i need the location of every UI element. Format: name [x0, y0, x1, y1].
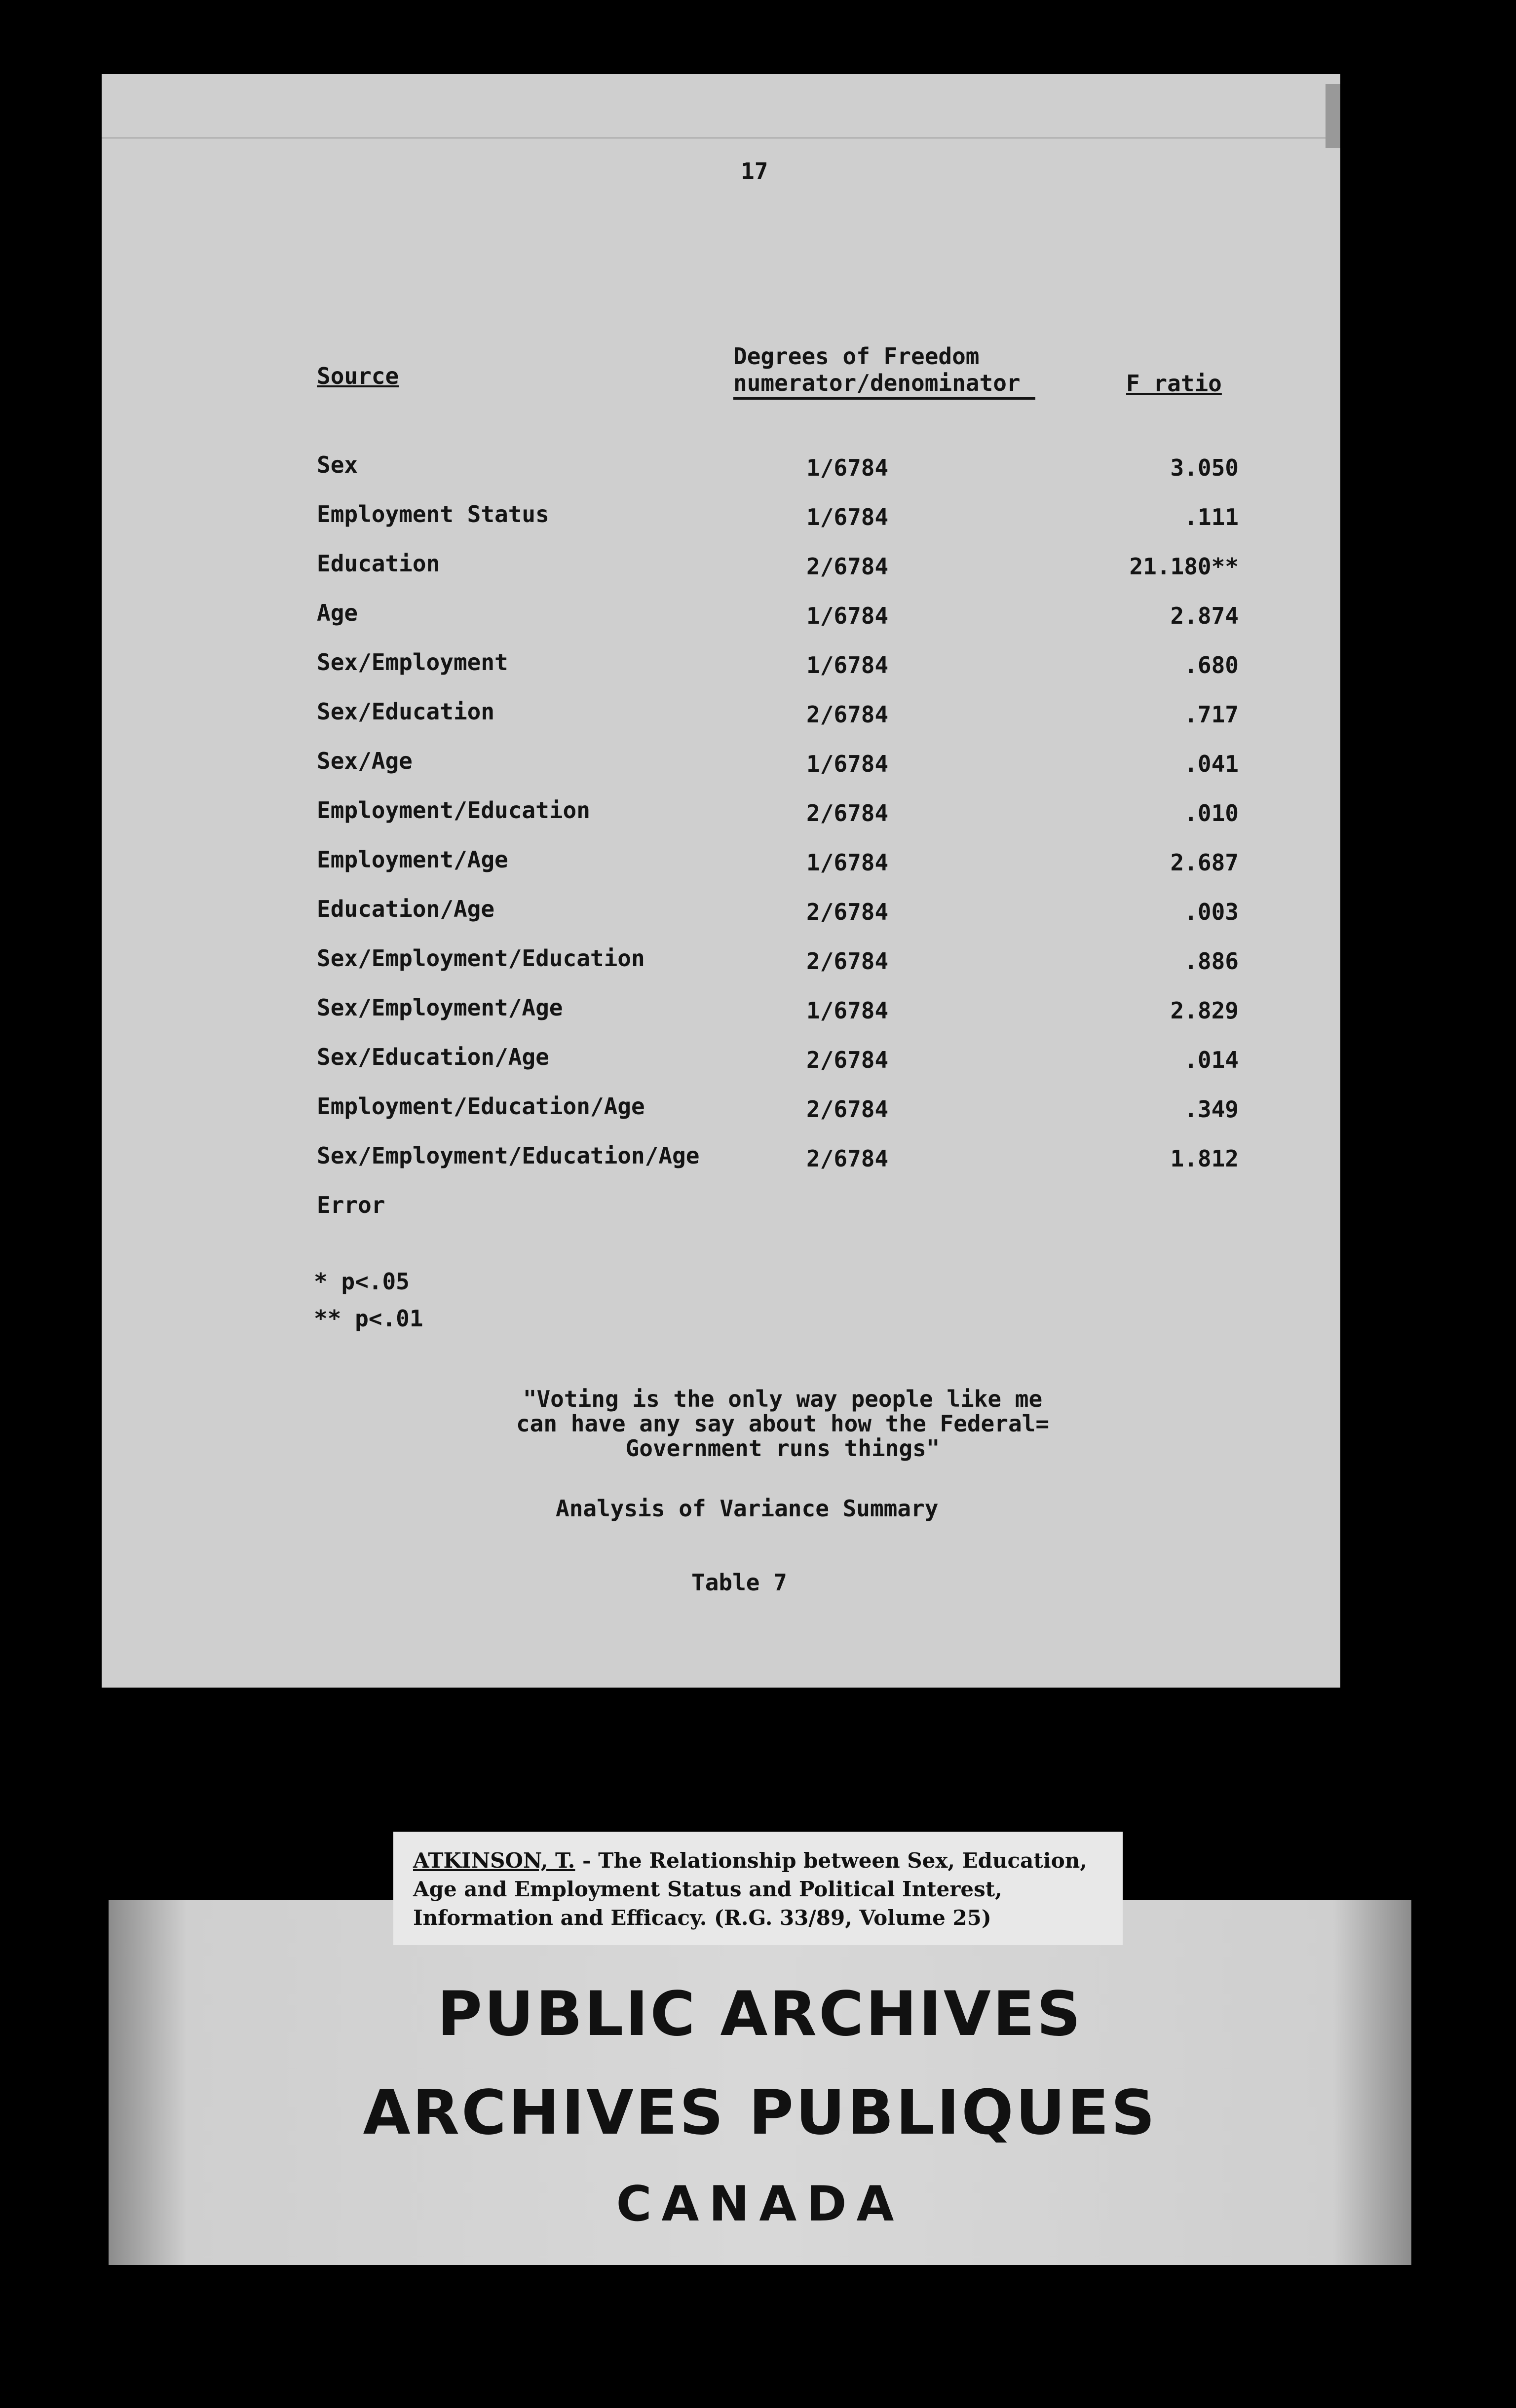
row-source: Sex/Age — [317, 748, 413, 774]
table-caption: Analysis of Variance Summary — [556, 1495, 939, 1522]
significance-note-01: ** p<.01 — [314, 1305, 423, 1332]
row-df: 1/6784 — [806, 504, 889, 530]
table-row — [102, 1093, 1340, 1123]
archive-stamp-line3: CANADA — [616, 2176, 904, 2232]
row-df: 2/6784 — [806, 701, 889, 728]
table-row — [102, 1044, 1340, 1073]
row-df: 1/6784 — [806, 602, 889, 629]
column-header-f-ratio: F ratio — [1126, 370, 1222, 397]
row-df: 2/6784 — [806, 800, 889, 827]
survey-item-quote: "Voting is the only way people like me can have any say about how the Federal= Government runs things" — [516, 1386, 1050, 1462]
row-source: Sex/Employment/Age — [317, 994, 563, 1021]
page-top-rule — [102, 137, 1340, 139]
row-f-ratio: 1.812 — [1170, 1145, 1239, 1172]
table-number: Table 7 — [691, 1569, 787, 1596]
row-f-ratio: .010 — [1184, 800, 1239, 827]
page-edge-mark — [1326, 84, 1340, 148]
archive-citation-label — [393, 1832, 1123, 1945]
row-source: Sex/Education — [317, 698, 495, 725]
row-f-ratio: .349 — [1184, 1096, 1239, 1123]
row-source: Employment/Education — [317, 797, 590, 824]
row-source: Employment Status — [317, 501, 549, 527]
row-df: 2/6784 — [806, 1096, 889, 1123]
row-f-ratio: .003 — [1184, 899, 1239, 925]
archive-stamp-line1: PUBLIC ARCHIVES — [437, 1979, 1083, 2050]
dof-header-line2: numerator/denominator — [733, 370, 1035, 400]
row-f-ratio: .014 — [1184, 1047, 1239, 1073]
row-f-ratio: .717 — [1184, 701, 1239, 728]
row-source: Error — [317, 1192, 385, 1218]
citation-author: ATKINSON, T. — [413, 1848, 575, 1873]
row-source: Education/Age — [317, 896, 495, 922]
row-f-ratio: .111 — [1184, 504, 1239, 530]
citation-text: - The Relationship between Sex, Education, Age and Employment Status and Political Interest, Information and Efficacy. (R.G. 33/89, Volume 25) — [413, 1848, 1087, 1930]
table-row — [102, 945, 1340, 975]
row-source: Sex/Employment/Education — [317, 945, 645, 972]
row-f-ratio: 2.687 — [1170, 849, 1239, 876]
row-f-ratio: .680 — [1184, 652, 1239, 678]
table-row — [102, 550, 1340, 580]
archive-stamp-panel — [109, 1900, 1411, 2265]
row-df: 1/6784 — [806, 849, 889, 876]
table-row — [102, 452, 1340, 481]
row-source: Age — [317, 600, 358, 626]
column-header-degrees-of-freedom — [733, 343, 1035, 400]
row-f-ratio: .886 — [1184, 948, 1239, 975]
row-df: 2/6784 — [806, 899, 889, 925]
archive-stamp-line2: ARCHIVES PUBLIQUES — [363, 2077, 1157, 2148]
row-df: 1/6784 — [806, 652, 889, 678]
table-row — [102, 649, 1340, 678]
row-source: Sex/Education/Age — [317, 1044, 549, 1070]
row-source: Sex — [317, 452, 358, 478]
dof-header-line1: Degrees of Freedom — [733, 343, 980, 370]
row-df: 1/6784 — [806, 454, 889, 481]
page-number: 17 — [741, 158, 768, 185]
table-row — [102, 698, 1340, 728]
row-source: Employment/Education/Age — [317, 1093, 645, 1120]
table-row — [102, 994, 1340, 1024]
row-df: 2/6784 — [806, 1145, 889, 1172]
table-row — [102, 600, 1340, 629]
row-source: Employment/Age — [317, 846, 508, 873]
table-row — [102, 846, 1340, 876]
significance-note-05: * p<.05 — [314, 1268, 410, 1295]
table-row — [102, 896, 1340, 925]
table-row — [102, 1142, 1340, 1172]
row-f-ratio: 2.829 — [1170, 997, 1239, 1024]
row-f-ratio: .041 — [1184, 751, 1239, 777]
document-page — [102, 74, 1340, 1688]
row-df: 1/6784 — [806, 997, 889, 1024]
row-source: Sex/Employment/Education/Age — [317, 1142, 700, 1169]
row-df: 1/6784 — [806, 751, 889, 777]
table-row — [102, 748, 1340, 777]
table-row — [102, 501, 1340, 530]
row-df: 2/6784 — [806, 1047, 889, 1073]
row-f-ratio: 2.874 — [1170, 602, 1239, 629]
row-df: 2/6784 — [806, 553, 889, 580]
row-f-ratio: 21.180** — [1129, 553, 1239, 580]
table-row — [102, 797, 1340, 827]
row-source: Sex/Employment — [317, 649, 508, 676]
row-source: Education — [317, 550, 440, 577]
row-df: 2/6784 — [806, 948, 889, 975]
row-f-ratio: 3.050 — [1170, 454, 1239, 481]
column-header-source: Source — [317, 363, 399, 389]
table-row — [102, 1192, 1340, 1221]
